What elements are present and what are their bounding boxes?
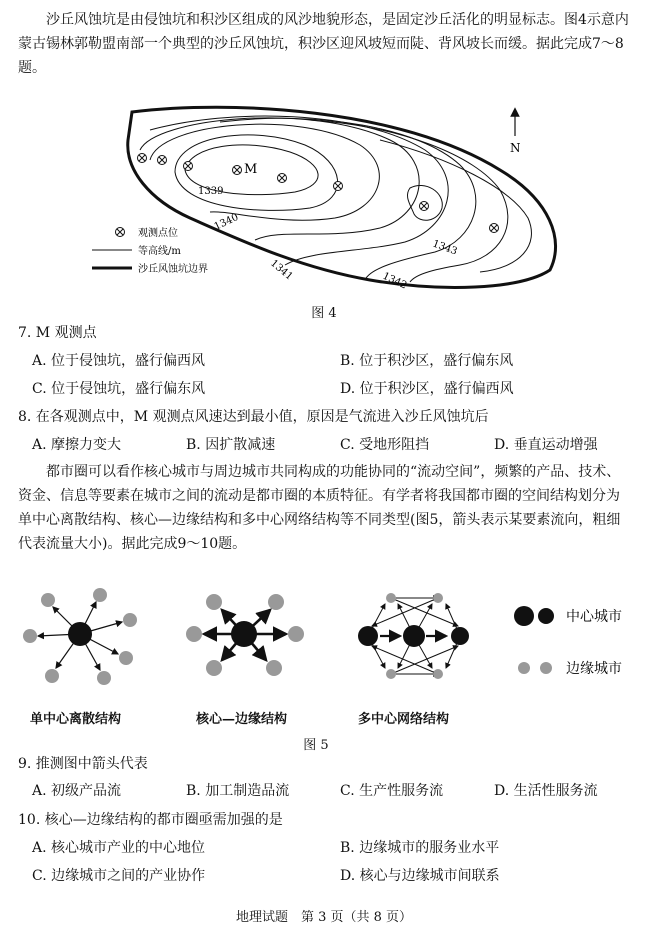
legend-point-label: 观测点位	[138, 228, 178, 239]
legend-boundary-label: 沙丘风蚀坑边界	[138, 264, 208, 275]
observation-point-m-icon	[233, 166, 242, 175]
center-city-icon	[403, 625, 425, 647]
multi-center-structure	[358, 593, 469, 679]
intro-paragraph-1: 沙丘风蚀坑是由侵蚀坑和积沙区组成的风沙地貌形态，是固定沙丘活化的明显标志。图4示意内蒙古锡林郭勒盟南部一个典型的沙丘风蚀坑，积沙区迎风坡短而陡、背风坡长而缓。据此完成7～8题。	[18, 12, 629, 76]
intro-paragraph-2: 都市圈可以看作核心城市与周边城市共同构成的功能协同的“流动空间”，频繁的产品、技术、资金、信息等要素在城市之间的流动是都市圈的本质特征。有学者将我国都市圈的空间结构划分为单中心离散结构、核心—边缘结构和多中心网络结构等不同类型(图5，箭头表示某要素流向，粗细代表流量大小)。据此完成9～10题。	[18, 464, 621, 552]
center-city-icon	[358, 626, 378, 646]
observation-point-icon	[334, 182, 343, 191]
north-label: N	[510, 141, 521, 155]
q7-option-a[interactable]: A. 位于侵蚀坑，盛行偏西风	[32, 353, 206, 369]
legend-center-city-icon	[514, 606, 534, 626]
page-footer: 地理试题 第 3 页（共 8 页）	[235, 910, 413, 925]
multi-center-label: 多中心网络结构	[358, 712, 450, 727]
observation-point-icon	[420, 202, 429, 211]
legend-edge-city-label: 边缘城市	[566, 661, 622, 677]
legend-edge-city-icon	[540, 662, 552, 674]
q9-option-d[interactable]: D. 生活性服务流	[494, 783, 598, 799]
blowout-boundary	[128, 107, 556, 287]
question-10-stem: 10. 核心—边缘结构的都市圈亟需加强的是	[18, 812, 283, 828]
q10-option-d[interactable]: D. 核心与边缘城市间联系	[340, 868, 500, 884]
contour-label: 1342	[380, 270, 409, 292]
q9-option-b[interactable]: B. 加工制造品流	[186, 783, 290, 799]
observation-point-icon	[490, 224, 499, 233]
point-m-label: M	[244, 162, 258, 177]
question-7-stem: 7. M 观测点	[18, 325, 97, 341]
contour-label: 1343	[430, 238, 459, 258]
q10-option-a[interactable]: A. 核心城市产业的中心地位	[32, 840, 206, 856]
q10-option-b[interactable]: B. 边缘城市的服务业水平	[340, 840, 500, 856]
observation-point-icon	[158, 156, 167, 165]
figure-5-diagram	[0, 582, 648, 702]
single-center-structure	[23, 588, 137, 685]
legend-contour-label: 等高线/m	[138, 246, 181, 257]
single-center-label: 单中心离散结构	[30, 712, 122, 727]
center-city-icon	[451, 627, 469, 645]
observation-point-icon	[184, 162, 193, 171]
legend-center-city-label: 中心城市	[566, 609, 622, 625]
center-city-icon	[231, 621, 257, 647]
q9-option-a[interactable]: A. 初级产品流	[32, 783, 122, 799]
observation-points	[138, 154, 499, 233]
q10-option-c[interactable]: C. 边缘城市之间的产业协作	[32, 868, 206, 884]
center-city-icon	[68, 622, 92, 646]
observation-point-icon	[138, 154, 147, 163]
core-periphery-label: 核心—边缘结构	[196, 712, 288, 727]
q8-option-a[interactable]: A. 摩擦力变大	[32, 437, 122, 453]
legend-point-icon	[116, 228, 125, 237]
q7-option-d[interactable]: D. 位于积沙区，盛行偏西风	[340, 381, 514, 397]
figure-5-legend	[514, 606, 622, 677]
q7-option-b[interactable]: B. 位于积沙区，盛行偏东风	[340, 353, 514, 369]
observation-point-icon	[278, 174, 287, 183]
q8-option-b[interactable]: B. 因扩散减速	[186, 437, 276, 453]
question-9-stem: 9. 推测图中箭头代表	[18, 756, 148, 772]
contour-label: 1341	[268, 257, 295, 283]
core-periphery-structure	[186, 594, 304, 676]
q8-option-d[interactable]: D. 垂直运动增强	[494, 437, 598, 453]
q7-option-c[interactable]: C. 位于侵蚀坑，盛行偏东风	[32, 381, 206, 397]
q9-option-c[interactable]: C. 生产性服务流	[340, 783, 444, 799]
figure-4-map	[80, 100, 580, 300]
legend-edge-city-icon	[518, 662, 530, 674]
q8-option-c[interactable]: C. 受地形阻挡	[340, 437, 430, 453]
question-8-stem: 8. 在各观测点中，M 观测点风速达到最小值，原因是气流进入沙丘风蚀坑后	[18, 409, 489, 425]
contour-lines	[140, 116, 531, 282]
contour-label: 1339	[198, 186, 224, 197]
figure-4-caption: 图 4	[311, 306, 337, 321]
contour-label: 1340	[212, 211, 241, 233]
figure-5-caption: 图 5	[303, 738, 329, 753]
figure-4-legend	[92, 226, 208, 275]
legend-center-city-icon	[538, 608, 554, 624]
